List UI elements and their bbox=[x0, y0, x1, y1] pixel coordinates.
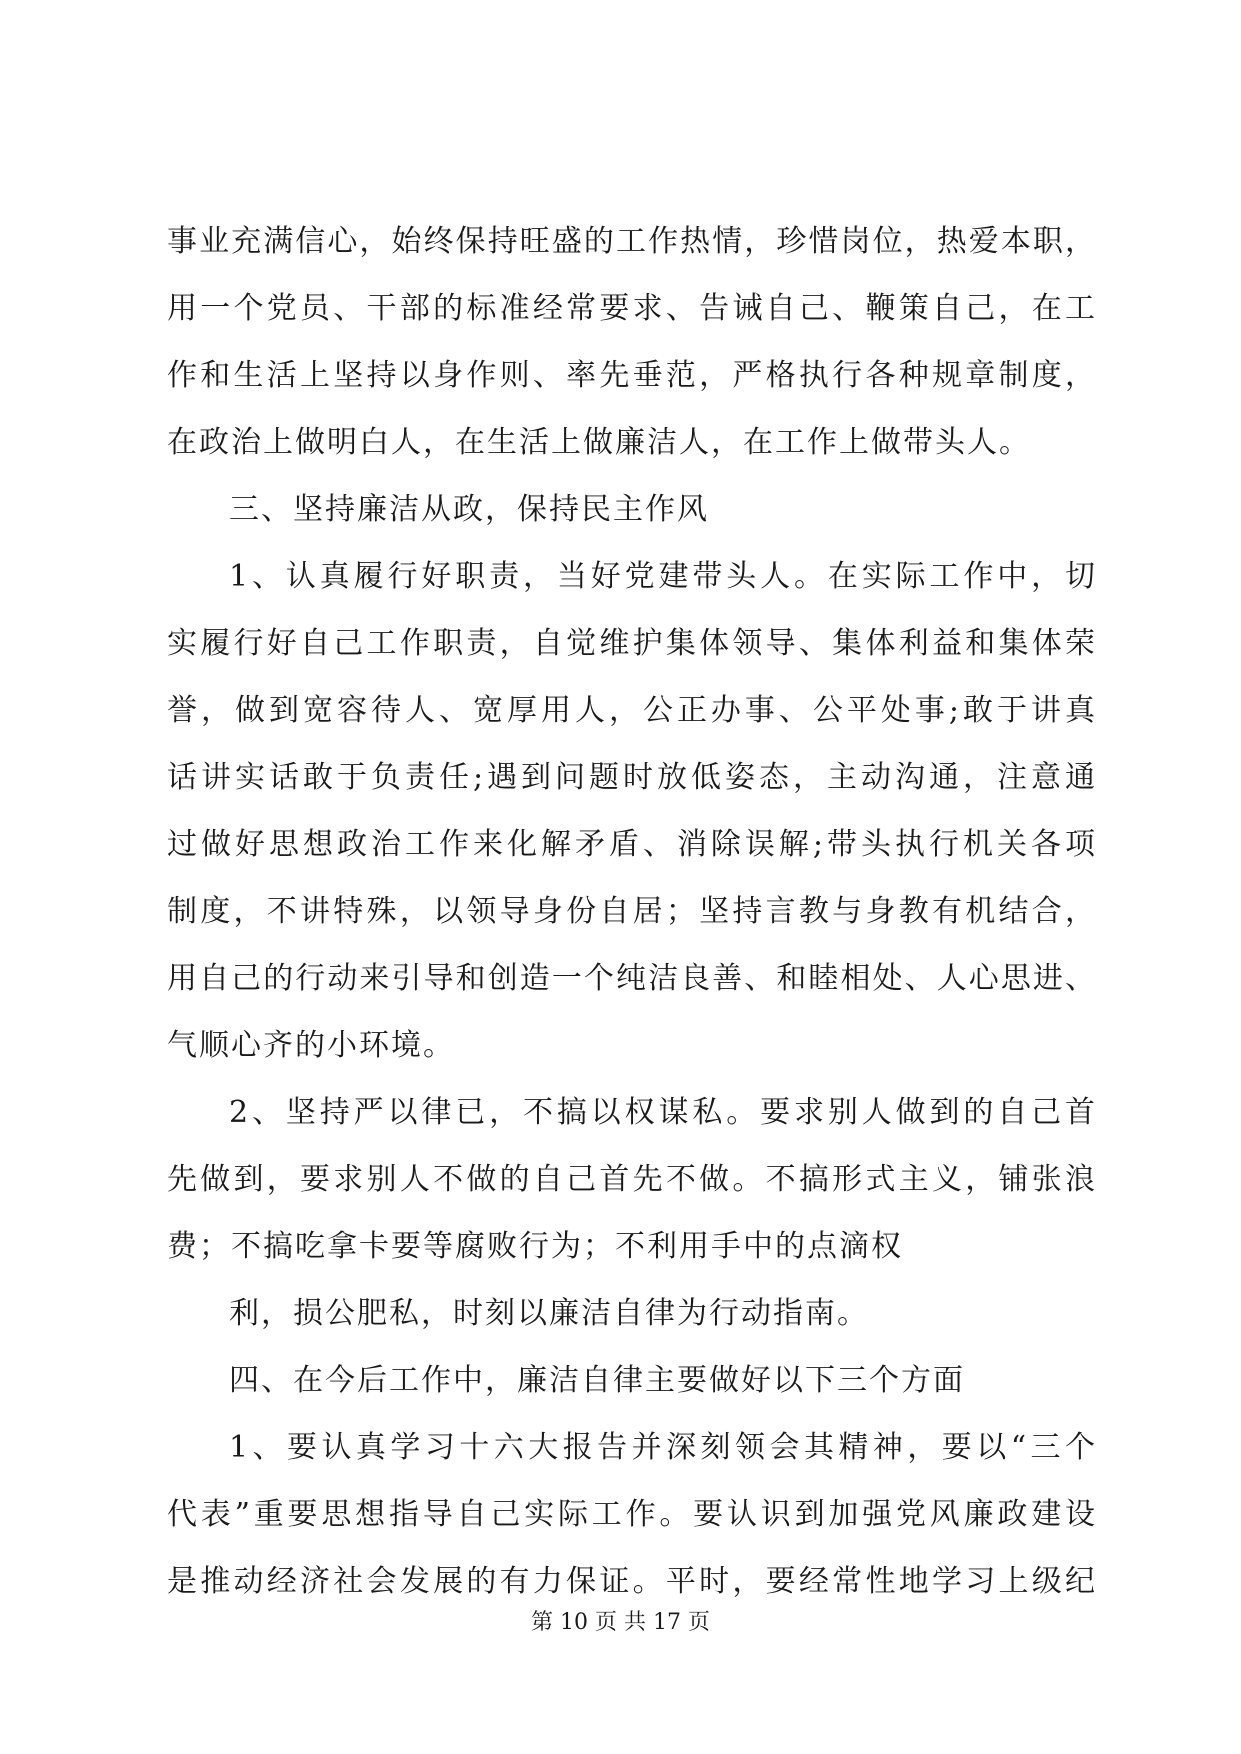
text-line: 费；不搞吃拿卡要等腐败行为；不利用手中的点滴权 bbox=[167, 1229, 903, 1264]
text-line: 代表”重要思想指导自己实际工作。要认识到加强党风廉政建设 bbox=[167, 1497, 1097, 1532]
text-line: 用自己的行动来引导和创造一个纯洁良善、和睦相处、人心思进、 bbox=[167, 961, 1097, 996]
text-line: 是推动经济社会发展的有力保证。平时，要经常性地学习上级纪 bbox=[167, 1564, 1097, 1599]
text-line: 事业充满信心，始终保持旺盛的工作热情，珍惜岗位，热爱本职， bbox=[167, 224, 1097, 259]
body-text bbox=[167, 208, 1097, 1615]
text-line: 过做好思想政治工作来化解矛盾、消除误解;带头执行机关各项 bbox=[167, 827, 1097, 862]
text-line: 气顺心齐的小环境。 bbox=[167, 1028, 455, 1063]
text-line: 实履行好自己工作职责，自觉维护集体领导、集体利益和集体荣 bbox=[167, 626, 1097, 661]
text-line: 话讲实话敢于负责任;遇到问题时放低姿态，主动沟通，注意通 bbox=[167, 760, 1097, 795]
text-line: 先做到，要求别人不做的自己首先不做。不搞形式主义，铺张浪 bbox=[167, 1162, 1097, 1197]
text-line: 用一个党员、干部的标准经常要求、告诫自己、鞭策自己，在工 bbox=[167, 291, 1097, 326]
text-line: 利，损公肥私，时刻以廉洁自律为行动指南。 bbox=[229, 1296, 869, 1331]
section-heading: 四、在今后工作中，廉洁自律主要做好以下三个方面 bbox=[229, 1363, 965, 1398]
page-footer: 第 10 页 共 17 页 bbox=[531, 1610, 710, 1635]
section-heading: 三、坚持廉洁从政，保持民主作风 bbox=[229, 492, 709, 527]
text-line: 作和生活上坚持以身作则、率先垂范，严格执行各种规章制度， bbox=[167, 358, 1097, 393]
text-line: 制度，不讲特殊，以领导身份自居；坚持言教与身教有机结合， bbox=[167, 894, 1097, 929]
text-line: 誉，做到宽容待人、宽厚用人，公正办事、公平处事;敢于讲真 bbox=[167, 693, 1097, 728]
text-line: 1、要认真学习十六大报告并深刻领会其精神，要以“三个 bbox=[229, 1430, 1097, 1465]
text-line: 1、认真履行好职责，当好党建带头人。在实际工作中，切 bbox=[229, 559, 1097, 594]
text-line: 在政治上做明白人，在生活上做廉洁人，在工作上做带头人。 bbox=[167, 425, 1031, 460]
text-line: 2、坚持严以律已，不搞以权谋私。要求别人做到的自己首 bbox=[229, 1095, 1097, 1130]
